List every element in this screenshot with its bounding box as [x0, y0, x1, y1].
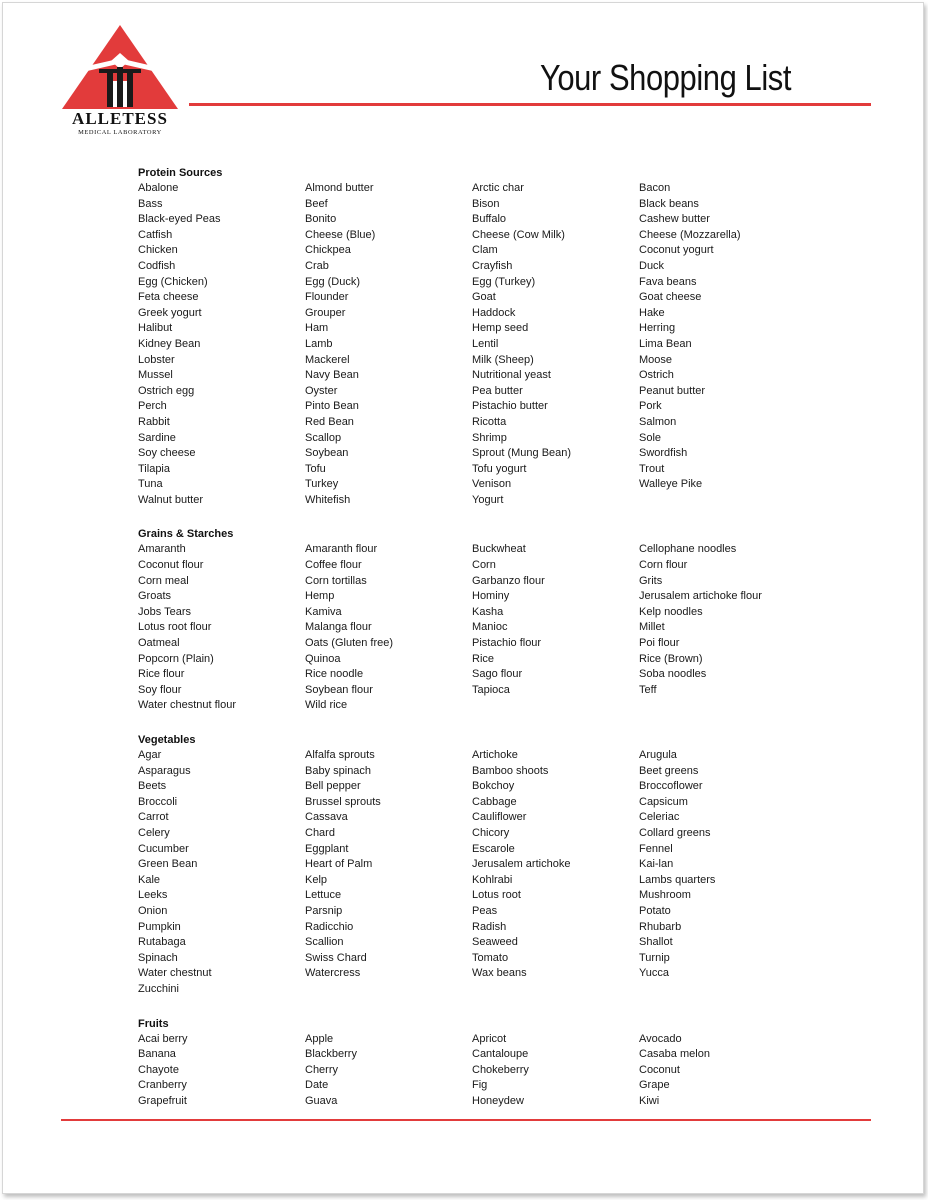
section-spacer [138, 998, 838, 1016]
list-item: Bonito [305, 213, 337, 226]
list-item: Chokeberry [472, 1063, 529, 1076]
section-title: Protein Sources [138, 167, 223, 179]
item-column [472, 1032, 639, 1110]
list-item: Bass [138, 197, 163, 210]
list-item: Duck [639, 259, 665, 272]
list-item: Coconut yogurt [639, 244, 714, 257]
list-item: Acai berry [138, 1032, 188, 1045]
list-item: Whitefish [305, 493, 351, 506]
item-column [305, 1032, 472, 1110]
list-item: Lentil [472, 337, 499, 350]
list-item: Beet greens [639, 764, 699, 777]
list-item: Parsnip [305, 904, 343, 917]
list-item: Feta cheese [138, 291, 199, 304]
list-item: Carrot [138, 811, 169, 824]
list-item: Broccoflower [639, 780, 703, 793]
list-item: Grape [639, 1079, 670, 1092]
list-item: Popcorn (Plain) [138, 652, 214, 665]
list-item: Oats (Gluten free) [305, 637, 394, 650]
list-item: Peanut butter [639, 384, 706, 397]
footer-divider [61, 1119, 871, 1121]
item-column [639, 542, 806, 714]
list-item: Escarole [472, 842, 515, 855]
item-column [472, 748, 639, 998]
list-item: Ham [305, 322, 329, 335]
list-item: Alfalfa sprouts [305, 749, 375, 761]
list-item: Scallion [305, 936, 344, 949]
item-column [639, 181, 806, 508]
list-item: Grits [639, 574, 663, 587]
list-item: Chard [305, 826, 335, 839]
section-spacer [138, 508, 838, 526]
item-column [305, 181, 472, 508]
list-item: Rice noodle [305, 668, 364, 681]
list-item: Tomato [472, 951, 509, 964]
list-item: Broccoli [138, 795, 178, 808]
list-item: Coconut flour [138, 559, 204, 572]
list-item: Pork [639, 400, 662, 413]
item-columns [138, 748, 838, 998]
list-item: Red Bean [305, 415, 354, 428]
list-item: Lettuce [305, 889, 342, 902]
list-item: Capsicum [639, 795, 688, 808]
list-item: Rabbit [138, 415, 170, 428]
list-item: Malanga flour [305, 621, 372, 634]
list-item: Goat [472, 291, 496, 304]
list-item: Crayfish [472, 259, 513, 272]
list-item: Tapioca [472, 683, 510, 696]
list-item: Bokchoy [472, 780, 515, 793]
list-item: Buffalo [472, 213, 507, 226]
list-item: Teff [639, 683, 657, 696]
list-item: Hemp [305, 590, 335, 603]
list-item: Lamb [305, 337, 333, 350]
list-item: Turnip [639, 951, 670, 964]
list-item: Cantaloupe [472, 1048, 529, 1061]
list-item: Yucca [639, 967, 669, 980]
list-item: Celeriac [639, 811, 680, 824]
list-item: Trout [639, 462, 665, 475]
list-item: Flounder [305, 291, 349, 304]
item-column [138, 181, 305, 508]
list-item: Manioc [472, 621, 508, 634]
list-item: Kohlrabi [472, 873, 513, 886]
list-item: Kasha [472, 605, 504, 618]
list-item: Cheese (Mozzarella) [639, 228, 741, 241]
list-item: Soybean [305, 447, 349, 460]
list-item: Cheese (Blue) [305, 228, 376, 241]
logo-name: ALLETESS [72, 109, 168, 128]
list-item: Swordfish [639, 447, 688, 460]
section-fruits [138, 1016, 838, 1110]
list-item: Quinoa [305, 652, 341, 665]
list-item: Sprout (Mung Bean) [472, 447, 572, 460]
list-item: Abalone [138, 182, 179, 194]
list-item: Chicken [138, 244, 178, 257]
list-item: Chickpea [305, 244, 351, 257]
list-item: Garbanzo flour [472, 574, 545, 587]
list-item: Rutabaga [138, 936, 186, 949]
logo-triangle-icon [59, 23, 181, 113]
item-column [138, 1032, 305, 1110]
list-item: Jobs Tears [138, 605, 191, 618]
list-item: Eggplant [305, 842, 349, 855]
list-item: Grouper [305, 306, 346, 319]
section-title: Fruits [138, 1017, 169, 1030]
list-item: Kamiva [305, 605, 342, 618]
list-item: Almond butter [305, 182, 374, 194]
list-item: Corn meal [138, 574, 189, 587]
item-column [305, 748, 472, 998]
list-item: Beef [305, 197, 328, 210]
list-item: Rice (Brown) [639, 652, 703, 665]
list-item: Bell pepper [305, 780, 361, 793]
list-item: Bison [472, 197, 500, 210]
item-columns [138, 542, 838, 714]
list-item: Chayote [138, 1063, 179, 1076]
document-page [2, 2, 924, 1194]
section-grains-starches [138, 526, 838, 714]
list-item: Bacon [639, 182, 671, 194]
list-item: Grapefruit [138, 1094, 187, 1107]
section-protein-sources [138, 165, 838, 508]
list-item: Clam [472, 244, 498, 257]
list-item: Jerusalem artichoke [472, 858, 571, 871]
list-item: Sago flour [472, 668, 523, 681]
list-item: Water chestnut flour [138, 699, 237, 712]
list-item: Ostrich [639, 369, 674, 382]
list-item: Shrimp [472, 431, 507, 444]
list-item: Seaweed [472, 936, 518, 949]
list-item: Fig [472, 1079, 488, 1092]
list-item: Catfish [138, 228, 173, 241]
list-item: Pinto Bean [305, 400, 359, 413]
list-item: Ostrich egg [138, 384, 195, 397]
list-item: Haddock [472, 306, 516, 319]
list-item: Moose [639, 353, 673, 366]
list-item: Greek yogurt [138, 306, 202, 319]
list-item: Groats [138, 590, 172, 603]
list-item: Collard greens [639, 826, 711, 839]
list-item: Agar [138, 749, 162, 761]
page-title: Your Shopping List [539, 57, 791, 98]
list-item: Hake [639, 306, 665, 319]
item-column [138, 748, 305, 998]
list-item: Turkey [305, 478, 339, 491]
list-item: Pea butter [472, 384, 523, 397]
list-item: Soba noodles [639, 668, 707, 681]
list-item: Apple [305, 1032, 334, 1045]
list-item: Kelp noodles [639, 605, 703, 618]
list-item: Wax beans [472, 967, 527, 980]
list-item: Black-eyed Peas [138, 213, 221, 226]
section-title: Grains & Starches [138, 528, 234, 541]
list-item: Buckwheat [472, 543, 526, 556]
list-item: Sardine [138, 431, 176, 444]
list-item: Oyster [305, 384, 338, 397]
header-divider [189, 103, 871, 106]
list-item: Arctic char [472, 182, 524, 194]
list-item: Egg (Duck) [305, 275, 361, 288]
list-item: Guava [305, 1094, 338, 1107]
list-item: Cashew butter [639, 213, 710, 226]
section-title: Vegetables [138, 734, 196, 746]
list-item: Potato [639, 904, 671, 917]
list-item: Cherry [305, 1063, 339, 1076]
list-item: Jerusalem artichoke flour [639, 590, 762, 603]
list-item: Banana [138, 1048, 176, 1061]
list-item: Peas [472, 904, 498, 917]
list-item: Lotus root flour [138, 621, 212, 634]
list-item: Mackerel [305, 353, 350, 366]
list-item: Celery [138, 826, 170, 839]
list-item: Pistachio flour [472, 637, 542, 650]
list-item: Baby spinach [305, 764, 372, 777]
logo-subtitle: MEDICAL LABORATORY [78, 129, 162, 136]
list-item: Cranberry [138, 1079, 187, 1092]
list-item: Mushroom [639, 889, 691, 902]
list-item: Radicchio [305, 920, 354, 933]
alletess-logo [59, 23, 181, 141]
list-item: Pumpkin [138, 920, 181, 933]
list-item: Shallot [639, 936, 673, 949]
list-item: Egg (Chicken) [138, 275, 208, 288]
list-item: Walleye Pike [639, 478, 703, 491]
list-item: Avocado [639, 1032, 682, 1045]
item-column [639, 748, 806, 998]
list-item: Fava beans [639, 275, 697, 288]
list-item: Kelp [305, 873, 328, 886]
list-item: Zucchini [138, 982, 179, 995]
list-item: Scallop [305, 431, 342, 444]
list-item: Arugula [639, 749, 677, 761]
list-item: Rhubarb [639, 920, 682, 933]
list-item: Radish [472, 920, 507, 933]
list-item: Cheese (Cow Milk) [472, 228, 565, 241]
list-item: Ricotta [472, 415, 507, 428]
list-item: Wild rice [305, 699, 348, 712]
list-item: Bamboo shoots [472, 764, 549, 777]
list-item: Date [305, 1079, 329, 1092]
list-item: Soy cheese [138, 447, 196, 460]
list-item: Cucumber [138, 842, 189, 855]
list-item: Casaba melon [639, 1048, 710, 1061]
list-item: Soy flour [138, 683, 182, 696]
list-item: Rice flour [138, 668, 185, 681]
item-column [472, 542, 639, 714]
list-item: Cabbage [472, 795, 517, 808]
list-item: Kai-lan [639, 858, 674, 871]
list-item: Kiwi [639, 1094, 660, 1107]
list-item: Leeks [138, 889, 168, 902]
list-item: Swiss Chard [305, 951, 367, 964]
list-item: Kidney Bean [138, 337, 201, 350]
list-item: Pistachio butter [472, 400, 548, 413]
list-item: Halibut [138, 322, 173, 335]
list-item: Mussel [138, 369, 173, 382]
list-item: Hominy [472, 590, 510, 603]
list-item: Milk (Sheep) [472, 353, 534, 366]
list-item: Coffee flour [305, 559, 362, 572]
list-item: Asparagus [138, 764, 191, 777]
list-item: Artichoke [472, 749, 518, 761]
section-spacer [138, 714, 838, 732]
list-item: Walnut butter [138, 493, 204, 506]
list-item: Blackberry [305, 1048, 357, 1061]
list-item: Corn tortillas [305, 574, 367, 587]
list-item: Chicory [472, 826, 510, 839]
list-item: Onion [138, 904, 168, 917]
list-item: Amaranth [138, 543, 186, 556]
list-item: Beets [138, 780, 167, 793]
item-column [305, 542, 472, 714]
list-item: Fennel [639, 842, 673, 855]
list-item: Tofu yogurt [472, 462, 527, 475]
list-item: Crab [305, 259, 329, 272]
list-item: Tuna [138, 478, 163, 491]
list-item: Goat cheese [639, 291, 702, 304]
list-item: Lima Bean [639, 337, 692, 350]
list-item: Tofu [305, 462, 326, 475]
list-item: Perch [138, 400, 167, 413]
list-item: Cauliflower [472, 811, 527, 824]
list-item: Heart of Palm [305, 858, 373, 871]
section-vegetables [138, 732, 838, 998]
list-item: Tilapia [138, 462, 170, 475]
list-item: Cellophane noodles [639, 543, 737, 556]
item-columns [138, 181, 838, 508]
list-item: Lobster [138, 353, 175, 366]
list-item: Corn [472, 559, 496, 572]
shopping-list-content [138, 165, 838, 1109]
list-item: Watercress [305, 967, 361, 980]
list-item: Lotus root [472, 889, 521, 902]
list-item: Black beans [639, 197, 699, 210]
list-item: Green Bean [138, 858, 198, 871]
list-item: Venison [472, 478, 512, 491]
list-item: Cassava [305, 811, 348, 824]
list-item: Navy Bean [305, 369, 359, 382]
list-item: Apricot [472, 1032, 507, 1045]
list-item: Egg (Turkey) [472, 275, 536, 288]
item-column [138, 542, 305, 714]
list-item: Lambs quarters [639, 873, 716, 886]
list-item: Sole [639, 431, 662, 444]
list-item: Brussel sprouts [305, 795, 381, 808]
list-item: Hemp seed [472, 322, 529, 335]
list-item: Honeydew [472, 1094, 524, 1107]
list-item: Poi flour [639, 637, 680, 650]
list-item: Codfish [138, 259, 176, 272]
list-item: Kale [138, 873, 161, 886]
list-item: Yogurt [472, 493, 504, 506]
list-item: Soybean flour [305, 683, 373, 696]
list-item: Coconut [639, 1063, 680, 1076]
list-item: Salmon [639, 415, 677, 428]
list-item: Herring [639, 322, 676, 335]
list-item: Nutritional yeast [472, 369, 551, 382]
item-column [639, 1032, 806, 1110]
item-columns [138, 1032, 838, 1110]
item-column [472, 181, 639, 508]
list-item: Water chestnut [138, 967, 212, 980]
list-item: Oatmeal [138, 637, 180, 650]
list-item: Corn flour [639, 559, 688, 572]
list-item: Amaranth flour [305, 543, 378, 556]
list-item: Spinach [138, 951, 178, 964]
list-item: Rice [472, 652, 495, 665]
list-item: Millet [639, 621, 665, 634]
